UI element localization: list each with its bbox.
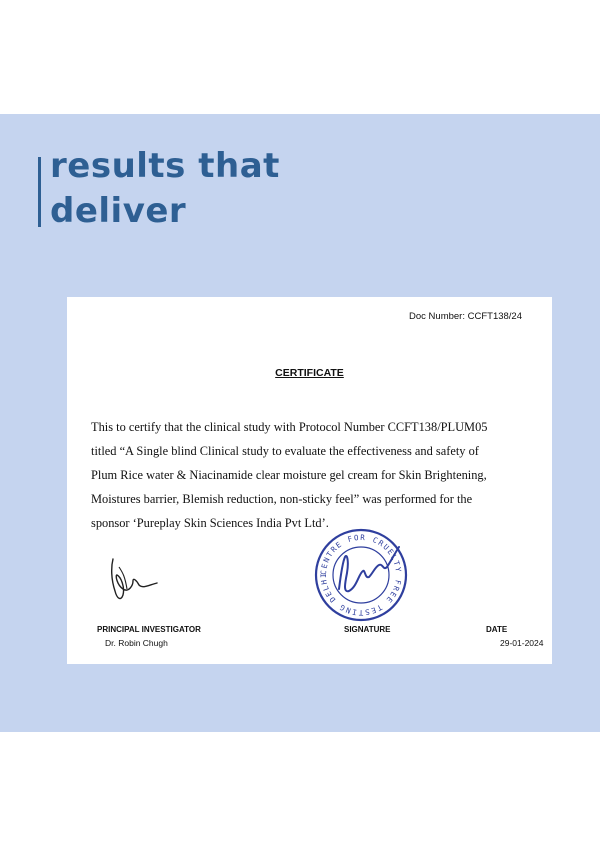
headline-line-1: results that [50,146,280,186]
date-value: 29-01-2024 [500,638,544,648]
doc-number: Doc Number: CCFT138/24 [409,311,522,322]
headline [50,144,280,234]
body-line: Plum Rice water & Niacinamide clear moisture gel cream for Skin Brightening, [91,468,487,482]
date-label: DATE [486,625,508,634]
headline-accent-bar [38,157,41,227]
certificate-card [67,297,552,664]
body-line: Moistures barrier, Blemish reduction, non-sticky feel” was performed for the [91,492,473,506]
investigator-label: PRINCIPAL INVESTIGATOR [97,625,201,634]
svg-text:CENTRE FOR CRUELTY FREE TESTIN: CENTRE FOR CRUELTY FREE TESTING DELHI [318,532,404,618]
seal-stamp-icon [313,527,409,623]
certificate-title: CERTIFICATE [275,367,344,379]
investigator-name: Dr. Robin Chugh [105,638,168,648]
headline-line-2: deliver [50,191,187,231]
investigator-signature-icon [103,555,163,607]
certificate-body [91,415,541,535]
signature-label: SIGNATURE [344,625,391,634]
body-line: sponsor ‘Pureplay Skin Sciences India Pvt Ltd’. [91,516,329,530]
body-line: titled “A Single blind Clinical study to evaluate the effectiveness and safety of [91,444,479,458]
body-line: This to certify that the clinical study with Protocol Number CCFT138/PLUM05 [91,420,488,434]
